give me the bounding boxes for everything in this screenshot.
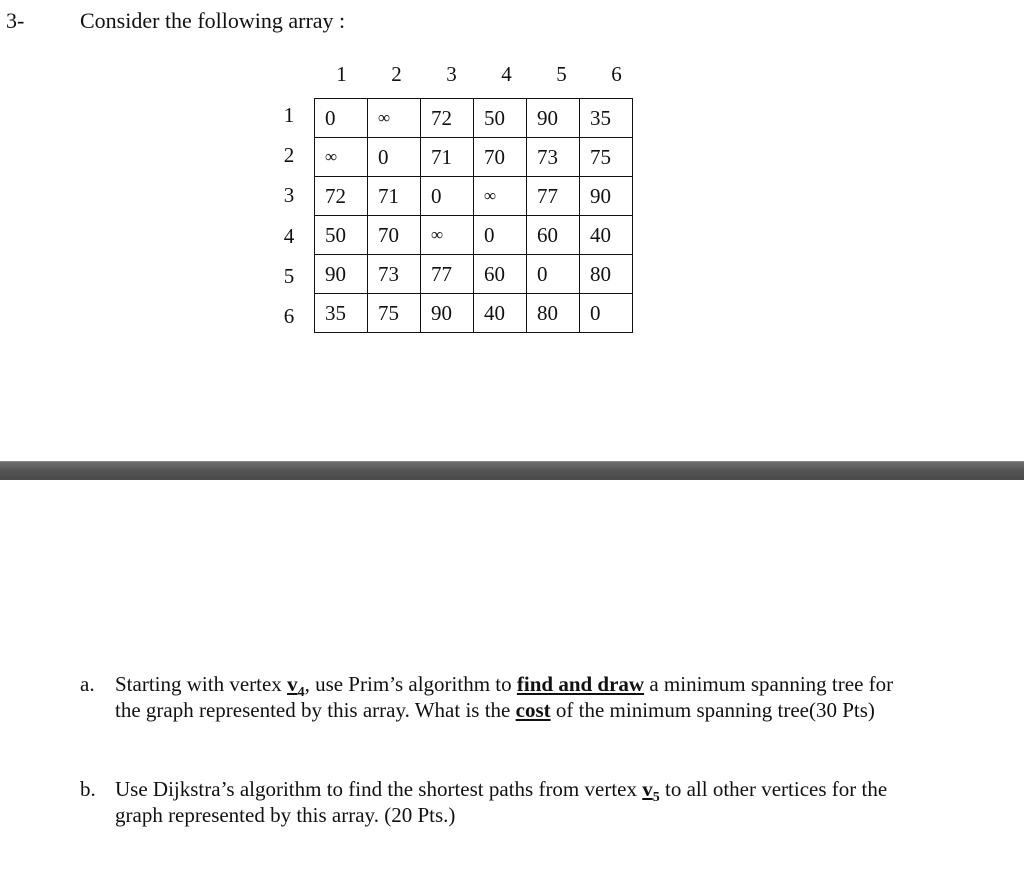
matrix-cell: 35: [580, 99, 633, 138]
matrix-cell: 0: [368, 138, 421, 177]
matrix-cell: 60: [527, 216, 580, 255]
matrix-row: [315, 216, 633, 255]
matrix-cell: 75: [368, 294, 421, 333]
matrix-cell: 40: [580, 216, 633, 255]
row-header: 5: [283, 264, 295, 288]
column-header: 3: [446, 62, 457, 86]
part-b-label: b.: [80, 777, 96, 801]
matrix-cell: 77: [421, 255, 474, 294]
row-header: 1: [283, 103, 295, 127]
matrix-row: [315, 99, 633, 138]
matrix-cell: 0: [580, 294, 633, 333]
matrix-cell: 80: [527, 294, 580, 333]
part-a-text: Starting with vertex $v_4$, use Prim’s algorithm to find and draw a minimum spanning tree for the graph represented by this array. What is the cost of the minimum spanning tree(30 Pts): [115, 672, 894, 722]
matrix-cell: 0: [527, 255, 580, 294]
matrix-row: [315, 294, 633, 333]
vertex-label: $v_4$: [287, 672, 305, 701]
matrix-cell: ∞: [315, 138, 368, 177]
matrix-cell: 72: [315, 177, 368, 216]
matrix-cell: 0: [474, 216, 527, 255]
adjacency-matrix-table: [314, 98, 633, 333]
section-divider-bar: [0, 461, 1024, 480]
matrix-cell: 90: [315, 255, 368, 294]
matrix-cell: 73: [527, 138, 580, 177]
part-a-label: a.: [80, 672, 95, 696]
matrix-cell: 80: [580, 255, 633, 294]
column-header: 2: [391, 62, 402, 86]
vertex-label: $v_5$: [642, 777, 660, 806]
row-header: 3: [283, 183, 295, 207]
matrix-cell: 60: [474, 255, 527, 294]
matrix-cell: 70: [474, 138, 527, 177]
matrix-cell: 90: [421, 294, 474, 333]
question-number: 3-: [6, 8, 25, 33]
matrix-cell: 75: [580, 138, 633, 177]
matrix-cell: 70: [368, 216, 421, 255]
column-header: 5: [556, 62, 567, 86]
row-header: 2: [283, 143, 295, 167]
matrix-cell: ∞: [368, 99, 421, 138]
matrix-cell: 72: [421, 99, 474, 138]
part-b-text: Use Dijkstra’s algorithm to find the shortest paths from vertex $v_5$ to all other vertices for the graph represented by this array. (20 Pts.): [115, 777, 888, 827]
matrix-cell: 71: [421, 138, 474, 177]
emphasis-find-and-draw: find and draw: [516, 672, 645, 696]
question-intro: Consider the following array :: [80, 8, 346, 33]
row-header: 4: [283, 224, 295, 248]
matrix-cell: 35: [315, 294, 368, 333]
column-header: 6: [611, 62, 622, 86]
column-header: 1: [336, 62, 347, 86]
matrix-cell: ∞: [421, 216, 474, 255]
matrix-row: [315, 255, 633, 294]
matrix-cell: 77: [527, 177, 580, 216]
matrix-cell: 0: [315, 99, 368, 138]
matrix-cell: 73: [368, 255, 421, 294]
matrix-cell: 90: [527, 99, 580, 138]
row-header: 6: [283, 304, 295, 328]
matrix-row: [315, 177, 633, 216]
matrix-cell: 50: [474, 99, 527, 138]
column-header: 4: [501, 62, 512, 86]
matrix-cell: 90: [580, 177, 633, 216]
matrix-cell: ∞: [474, 177, 527, 216]
matrix-cell: 40: [474, 294, 527, 333]
matrix-cell: 71: [368, 177, 421, 216]
matrix-cell: 0: [421, 177, 474, 216]
matrix-cell: 50: [315, 216, 368, 255]
emphasis-cost: cost: [515, 698, 551, 722]
matrix-row: [315, 138, 633, 177]
